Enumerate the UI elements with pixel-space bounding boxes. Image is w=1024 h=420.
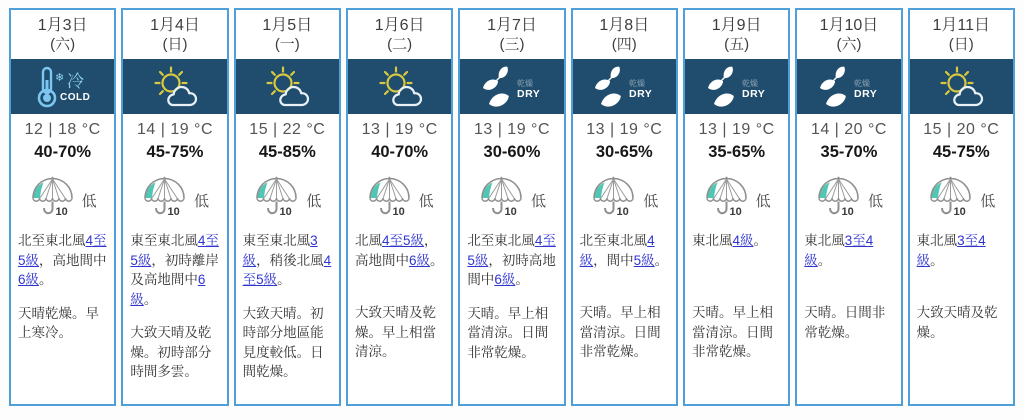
- weather-forecast-text: 天晴乾燥。早上寒冷。: [18, 305, 99, 341]
- svg-text:DRY: DRY: [741, 87, 765, 100]
- forecast-day-card: [346, 8, 453, 406]
- wind-forecast-text: [573, 231, 676, 289]
- weather-icon-banner: [573, 59, 676, 114]
- forecast-weekday: (六): [836, 35, 862, 53]
- rain-probability-row: [797, 177, 900, 223]
- rain-probability-label: 低: [643, 192, 659, 210]
- wind-text-segment: ，初時離岸及高地間中: [130, 252, 219, 288]
- wind-text-segment: 。: [277, 272, 291, 288]
- svg-text:10: 10: [616, 205, 630, 218]
- wind-force-link[interactable]: 6級: [18, 272, 40, 288]
- rain-probability-label: 低: [980, 192, 996, 210]
- wind-force-link[interactable]: 4至5級: [381, 233, 425, 248]
- forecast-day-card: [683, 8, 790, 406]
- temperature-range: 12 | 18 °C: [24, 121, 101, 138]
- wind-text-segment: 東至東北風: [130, 233, 198, 248]
- wind-text-segment: ，稍後北風: [256, 252, 324, 268]
- weather-icon-banner: [348, 59, 451, 114]
- temperature-range: 13 | 19 °C: [473, 121, 550, 138]
- temperature-range: 15 | 20 °C: [923, 121, 1000, 138]
- umbrella-icon: [590, 176, 638, 225]
- date-header: [123, 10, 226, 59]
- rain-probability-row: [236, 177, 339, 223]
- forecast-date: 1月3日: [37, 16, 88, 34]
- humidity-range: 40-70%: [34, 143, 92, 161]
- rain-probability-label: 低: [755, 192, 771, 210]
- umbrella-icon: [366, 176, 414, 225]
- rain-probability-label: 低: [867, 192, 883, 210]
- svg-text:10: 10: [729, 205, 742, 218]
- wind-force-link[interactable]: 3至4級: [804, 233, 874, 268]
- weather-icon-banner: [236, 59, 339, 114]
- dry-icon: [587, 64, 661, 110]
- wind-forecast-text: [11, 231, 114, 290]
- rain-probability-label: 低: [418, 192, 434, 210]
- forecast-date: 1月10日: [819, 16, 879, 34]
- dry-icon: [475, 64, 549, 110]
- wind-text-segment: 東北風: [916, 233, 958, 248]
- umbrella-icon: [815, 176, 863, 225]
- svg-text:乾燥: 乾燥: [516, 78, 533, 88]
- rain-probability-row: [123, 177, 226, 223]
- date-header: [685, 10, 788, 59]
- svg-text:10: 10: [841, 205, 854, 218]
- wind-text-segment: 。: [817, 252, 832, 268]
- wind-force-link[interactable]: 4至5級: [467, 233, 556, 268]
- forecast-day-card: [9, 8, 116, 406]
- umbrella-icon: [253, 176, 301, 225]
- wind-text-segment: 。: [753, 233, 767, 248]
- weather-icon-banner: [797, 59, 900, 114]
- rain-probability-row: [460, 177, 563, 223]
- wind-text-segment: 。: [654, 252, 669, 268]
- wind-text-segment: 北至東北風: [18, 233, 86, 248]
- wind-forecast-text: [236, 231, 339, 290]
- forecast-day-card: [795, 8, 902, 406]
- humidity-range: 30-65%: [595, 143, 653, 161]
- date-header: [348, 10, 451, 59]
- cold-icon: [23, 64, 103, 110]
- umbrella-icon: [703, 176, 751, 225]
- wind-force-link[interactable]: 4級: [732, 233, 754, 248]
- forecast-date: 1月11日: [932, 16, 991, 34]
- weather-forecast-text: 大致天晴及乾燥。早上相當清涼。: [354, 305, 436, 360]
- date-header: [797, 10, 900, 59]
- forecast-date: 1月4日: [150, 16, 200, 34]
- humidity-range: 45-85%: [258, 143, 316, 161]
- forecast-day-card: [121, 8, 228, 406]
- sunny-periods-icon: [929, 64, 993, 110]
- wind-forecast-text: [123, 231, 226, 309]
- wind-forecast-text: [910, 231, 1013, 289]
- svg-text:COLD: COLD: [59, 91, 90, 103]
- sunny-periods-icon: [368, 64, 432, 110]
- wind-force-link[interactable]: 4至5級: [130, 233, 219, 268]
- weather-icon-banner: [11, 59, 114, 114]
- humidity-range: 35-70%: [820, 143, 878, 161]
- umbrella-icon: [141, 176, 189, 225]
- rain-probability-row: [573, 177, 676, 223]
- forecast-date: 1月5日: [262, 16, 313, 34]
- wind-force-link[interactable]: 4至5級: [242, 252, 332, 288]
- wind-text-segment: 。: [39, 272, 53, 288]
- svg-text:10: 10: [167, 205, 180, 218]
- date-header: [11, 10, 114, 59]
- weather-icon-banner: [460, 59, 563, 114]
- temperature-range: 13 | 19 °C: [586, 121, 663, 138]
- humidity-range: 45-75%: [932, 143, 990, 161]
- temperature-range: 14 | 20 °C: [810, 121, 887, 138]
- forecast-date: 1月9日: [711, 16, 762, 34]
- rain-probability-row: [685, 177, 788, 223]
- svg-text:10: 10: [504, 205, 517, 218]
- temperature-range: 15 | 22 °C: [249, 121, 326, 138]
- forecast-date: 1月7日: [487, 16, 537, 34]
- rain-probability-row: [11, 177, 114, 223]
- wind-text-segment: ，高地間中: [39, 252, 107, 268]
- wind-text-segment: 。: [430, 252, 444, 268]
- svg-text:DRY: DRY: [629, 87, 653, 100]
- weather-forecast-text: 天晴。日間非常乾燥。: [804, 305, 886, 340]
- weather-icon-banner: [910, 59, 1013, 114]
- forecast-date: 1月8日: [599, 16, 650, 34]
- weather-forecast-text: 大致天晴及乾燥。: [916, 305, 998, 340]
- wind-force-link[interactable]: 4級: [579, 233, 655, 268]
- forecast-weekday: (日): [162, 35, 188, 53]
- wind-text-segment: ，初時高地間中: [467, 252, 556, 288]
- rain-probability-label: 低: [306, 192, 322, 210]
- forecast-day-card: [908, 8, 1015, 406]
- forecast-weekday: (一): [274, 35, 300, 53]
- forecast-weekday: (日): [948, 35, 974, 53]
- temperature-range: 14 | 19 °C: [136, 121, 214, 138]
- sunny-periods-icon: [143, 64, 207, 110]
- date-header: [910, 10, 1013, 59]
- wind-force-link[interactable]: 6級: [130, 272, 206, 307]
- wind-text-segment: 北至東北風: [467, 233, 535, 248]
- weather-forecast-text: 大致天晴及乾燥。初時部分時間多雲。: [130, 325, 212, 380]
- wind-force-link[interactable]: 3至4級: [916, 233, 986, 268]
- svg-text:10: 10: [55, 205, 68, 218]
- weather-icon-banner: [123, 59, 226, 114]
- date-header: [573, 10, 676, 59]
- wind-text-segment: 。: [930, 252, 944, 268]
- wind-forecast-text: [348, 231, 451, 289]
- svg-text:冷: 冷: [66, 71, 84, 91]
- svg-text:10: 10: [392, 205, 405, 218]
- rain-probability-label: 低: [81, 192, 97, 210]
- wind-text-segment: 北至東北風: [579, 233, 648, 248]
- wind-text-segment: 。: [143, 291, 158, 307]
- rain-probability-label: 低: [193, 192, 209, 210]
- weather-forecast-text: 天晴。早上相當清涼。日間非常乾燥。: [691, 305, 773, 360]
- sunny-periods-icon: [255, 64, 319, 110]
- humidity-range: 45-75%: [146, 143, 204, 161]
- forecast-day-card: [234, 8, 341, 406]
- wind-text-segment: 東至東北風: [242, 233, 311, 248]
- rain-probability-row: [910, 177, 1013, 223]
- forecast-date: 1月6日: [374, 16, 425, 34]
- wind-force-link[interactable]: 6級: [494, 272, 516, 288]
- temperature-range: 13 | 19 °C: [698, 121, 775, 138]
- weather-forecast-text: 天晴。早上相當清涼。日間非常乾燥。: [467, 305, 549, 360]
- wind-text-segment: ，高地間中: [354, 233, 438, 268]
- humidity-range: 40-70%: [371, 143, 429, 161]
- wind-text-segment: ，間中: [593, 252, 634, 268]
- wind-text-segment: 。: [515, 272, 529, 288]
- svg-text:10: 10: [279, 205, 293, 218]
- forecast-weekday: (二): [387, 35, 413, 53]
- date-header: [460, 10, 563, 59]
- svg-text:❄: ❄: [54, 71, 64, 84]
- wind-forecast-text: [797, 231, 900, 289]
- weather-icon-banner: [685, 59, 788, 114]
- svg-text:乾燥: 乾燥: [741, 78, 758, 88]
- rain-probability-label: 低: [530, 192, 546, 210]
- svg-text:乾燥: 乾燥: [853, 78, 870, 88]
- umbrella-icon: [927, 176, 975, 225]
- forecast-weekday: (六): [50, 35, 76, 53]
- wind-forecast-text: [685, 231, 788, 289]
- svg-text:DRY: DRY: [516, 87, 541, 100]
- umbrella-icon: [478, 176, 526, 225]
- wind-force-link[interactable]: 6級: [408, 252, 430, 268]
- forecast-weekday: (三): [499, 35, 525, 53]
- forecast-day-card: [571, 8, 678, 406]
- wind-force-link[interactable]: 3級: [242, 233, 318, 268]
- temperature-range: 13 | 19 °C: [361, 121, 438, 138]
- umbrella-icon: [29, 176, 77, 225]
- svg-text:DRY: DRY: [853, 87, 878, 100]
- forecast-day-card: [458, 8, 565, 406]
- wind-force-link[interactable]: 5級: [633, 252, 655, 268]
- weather-forecast-text: 大致天晴。初時部分地區能見度較低。日間乾燥。: [242, 305, 324, 380]
- svg-text:10: 10: [953, 205, 967, 218]
- dry-icon: [812, 64, 886, 110]
- wind-text-segment: 東北風: [691, 233, 733, 248]
- forecast-weekday: (四): [611, 35, 637, 53]
- wind-forecast-text: [460, 231, 563, 290]
- wind-text-segment: 北風: [354, 233, 382, 248]
- dry-icon: [700, 64, 774, 110]
- wind-text-segment: 東北風: [804, 233, 845, 248]
- svg-text:乾燥: 乾燥: [629, 78, 646, 88]
- humidity-range: 30-60%: [483, 143, 541, 161]
- date-header: [236, 10, 339, 59]
- forecast-weekday: (五): [724, 35, 750, 53]
- humidity-range: 35-65%: [708, 143, 766, 161]
- weather-forecast-text: 天晴。早上相當清涼。日間非常乾燥。: [579, 305, 661, 360]
- rain-probability-row: [348, 177, 451, 223]
- wind-force-link[interactable]: 4至5級: [18, 233, 107, 268]
